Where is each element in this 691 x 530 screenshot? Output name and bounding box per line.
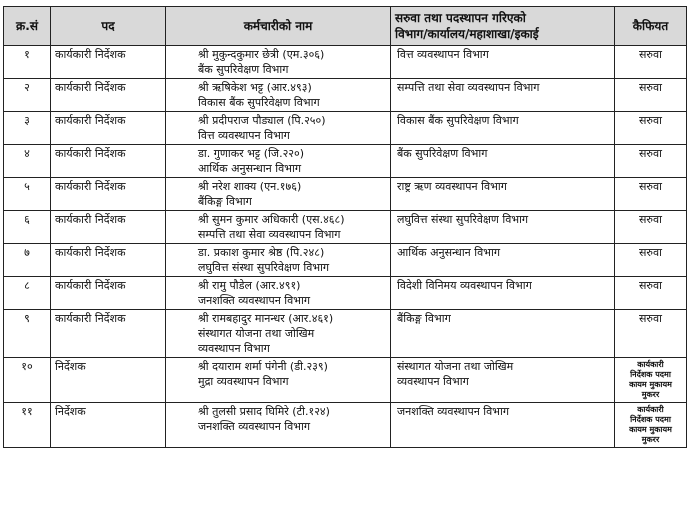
post-cell: कार्यकारी निर्देशक xyxy=(51,145,166,178)
serial-number-cell: २ xyxy=(4,79,51,112)
destination-cell xyxy=(391,178,615,211)
remark-line: सरुवा xyxy=(639,279,662,292)
employee-name-cell xyxy=(166,244,391,277)
remarks-cell xyxy=(615,358,687,403)
table-header-row xyxy=(4,7,687,46)
employee-name-line: श्री तुलसी प्रसाद घिमिरे (टी.१२४) xyxy=(198,405,330,418)
remark-line: कार्यकारी xyxy=(637,360,664,369)
serial-number-cell: ३ xyxy=(4,112,51,145)
remarks-cell xyxy=(615,310,687,358)
remark-line: सरुवा xyxy=(639,114,662,127)
destination-line: बैंक सुपरिवेक्षण विभाग xyxy=(397,147,488,160)
post-cell: कार्यकारी निर्देशक xyxy=(51,310,166,358)
post-cell: कार्यकारी निर्देशक xyxy=(51,277,166,310)
destination-line: जनशक्ति व्यवस्थापन विभाग xyxy=(397,405,510,418)
table-row xyxy=(4,178,687,211)
employee-name-line: लघुवित्त संस्था सुपरिवेक्षण विभाग xyxy=(198,261,330,274)
destination-line: सम्पत्ति तथा सेवा व्यवस्थापन विभाग xyxy=(397,81,540,94)
destination-line: विदेशी विनिमय व्यवस्थापन विभाग xyxy=(397,279,532,292)
table-row xyxy=(4,277,687,310)
destination-cell xyxy=(391,277,615,310)
employee-name-line: श्री रामबहादुर मानन्धर (आर.४६१) xyxy=(198,312,334,325)
header-destination-line1: सरुवा तथा पदस्थापन गरिएको xyxy=(395,11,526,25)
post-cell: निर्देशक xyxy=(51,403,166,448)
post-cell: निर्देशक xyxy=(51,358,166,403)
employee-name-line: श्री दयाराम शर्मा पंगेनी (डी.२३९) xyxy=(198,360,328,373)
post-cell: कार्यकारी निर्देशक xyxy=(51,79,166,112)
employee-name-line: सम्पत्ति तथा सेवा व्यवस्थापन विभाग xyxy=(198,228,341,241)
table-row xyxy=(4,310,687,358)
remark-line: सरुवा xyxy=(639,48,662,61)
employee-name-line: श्री प्रदीपराज पौड्याल (पि.२५०) xyxy=(198,114,326,127)
employee-name-line: श्री रामु पौडेल (आर.४९१) xyxy=(198,279,301,292)
table-row xyxy=(4,211,687,244)
destination-line: वित्त व्यवस्थापन विभाग xyxy=(397,48,489,61)
remarks-cell xyxy=(615,244,687,277)
remarks-cell xyxy=(615,178,687,211)
remark-line: निर्देशक पदमा xyxy=(630,370,671,379)
remark-line: सरुवा xyxy=(639,180,662,193)
table-row xyxy=(4,145,687,178)
destination-line: व्यवस्थापन विभाग xyxy=(397,375,469,388)
employee-name-line: व्यवस्थापन विभाग xyxy=(198,342,270,355)
table-row xyxy=(4,244,687,277)
header-remarks: कैफियत xyxy=(615,7,687,46)
employee-name-line: वित्त व्यवस्थापन विभाग xyxy=(198,129,290,142)
destination-cell xyxy=(391,145,615,178)
post-cell: कार्यकारी निर्देशक xyxy=(51,112,166,145)
remark-line: निर्देशक पदमा xyxy=(630,415,671,424)
destination-cell xyxy=(391,112,615,145)
remarks-cell xyxy=(615,112,687,145)
destination-cell xyxy=(391,79,615,112)
remark-line: सरुवा xyxy=(639,213,662,226)
post-cell: कार्यकारी निर्देशक xyxy=(51,178,166,211)
serial-number-cell: ७ xyxy=(4,244,51,277)
post-cell: कार्यकारी निर्देशक xyxy=(51,46,166,79)
remark-line: सरुवा xyxy=(639,246,662,259)
table-row xyxy=(4,46,687,79)
employee-name-cell xyxy=(166,403,391,448)
transfer-table xyxy=(3,6,687,448)
employee-name-cell xyxy=(166,79,391,112)
employee-name-line: डा. गुणाकर भट्ट (जि.२२०) xyxy=(198,147,305,160)
destination-cell xyxy=(391,244,615,277)
employee-name-cell xyxy=(166,112,391,145)
remark-line: मुकरर xyxy=(641,390,660,399)
employee-name-line: जनशक्ति व्यवस्थापन विभाग xyxy=(198,420,311,433)
table-row xyxy=(4,112,687,145)
serial-number-cell: ४ xyxy=(4,145,51,178)
employee-name-line: संस्थागत योजना तथा जोखिम xyxy=(198,327,315,340)
remark-line: सरुवा xyxy=(639,312,662,325)
remark-line: कायम मुकायम xyxy=(629,425,672,434)
remark-line: कार्यकारी xyxy=(637,405,664,414)
destination-cell xyxy=(391,310,615,358)
header-destination-line2: विभाग/कार्यालय/महाशाखा/इकाई xyxy=(395,27,539,41)
remark-line: सरुवा xyxy=(639,81,662,94)
header-destination xyxy=(391,7,615,46)
serial-number-cell: १ xyxy=(4,46,51,79)
serial-number-cell: ५ xyxy=(4,178,51,211)
post-cell: कार्यकारी निर्देशक xyxy=(51,211,166,244)
remarks-cell xyxy=(615,277,687,310)
serial-number-cell: ९ xyxy=(4,310,51,358)
remarks-cell xyxy=(615,211,687,244)
employee-name-line: डा. प्रकाश कुमार श्रेष्ठ (पि.२४८) xyxy=(198,246,325,259)
table-row xyxy=(4,79,687,112)
destination-cell xyxy=(391,211,615,244)
employee-name-line: बैंकिङ्ग विभाग xyxy=(198,195,252,208)
remark-line: मुकरर xyxy=(641,435,660,444)
remarks-cell xyxy=(615,46,687,79)
employee-name-cell xyxy=(166,358,391,403)
remarks-cell xyxy=(615,403,687,448)
header-serial-number: क्र.सं xyxy=(4,7,51,46)
post-cell: कार्यकारी निर्देशक xyxy=(51,244,166,277)
header-employee-name: कर्मचारीको नाम xyxy=(166,7,391,46)
employee-name-cell xyxy=(166,46,391,79)
destination-line: लघुवित्त संस्था सुपरिवेक्षण विभाग xyxy=(397,213,529,226)
employee-name-line: जनशक्ति व्यवस्थापन विभाग xyxy=(198,294,311,307)
destination-line: राष्ट्र ऋण व्यवस्थापन विभाग xyxy=(397,180,507,193)
table-row xyxy=(4,403,687,448)
employee-name-line: मुद्रा व्यवस्थापन विभाग xyxy=(198,375,289,388)
employee-name-cell xyxy=(166,145,391,178)
serial-number-cell: ११ xyxy=(4,403,51,448)
serial-number-cell: ६ xyxy=(4,211,51,244)
destination-line: आर्थिक अनुसन्धान विभाग xyxy=(397,246,501,259)
destination-cell xyxy=(391,403,615,448)
employee-name-line: विकास बैंक सुपरिवेक्षण विभाग xyxy=(198,96,320,109)
employee-name-line: श्री मुकुन्दकुमार छेत्री (एम.३०६) xyxy=(198,48,325,61)
employee-name-cell xyxy=(166,277,391,310)
destination-cell xyxy=(391,46,615,79)
remarks-cell xyxy=(615,79,687,112)
employee-name-line: श्री सुमन कुमार अधिकारी (एस.४६८) xyxy=(198,213,345,226)
remark-line: कायम मुकायम xyxy=(629,380,672,389)
remark-line: सरुवा xyxy=(639,147,662,160)
remarks-cell xyxy=(615,145,687,178)
employee-name-line: बैंक सुपरिवेक्षण विभाग xyxy=(198,63,289,76)
employee-name-cell xyxy=(166,310,391,358)
employee-name-line: आर्थिक अनुसन्धान विभाग xyxy=(198,162,302,175)
destination-line: विकास बैंक सुपरिवेक्षण विभाग xyxy=(397,114,519,127)
employee-name-cell xyxy=(166,178,391,211)
destination-cell xyxy=(391,358,615,403)
destination-line: संस्थागत योजना तथा जोखिम xyxy=(397,360,514,373)
employee-name-cell xyxy=(166,211,391,244)
table-body xyxy=(4,46,687,448)
serial-number-cell: ८ xyxy=(4,277,51,310)
destination-line: बैंकिङ्ग विभाग xyxy=(397,312,451,325)
employee-name-line: श्री नरेश शाक्य (एन.१७६) xyxy=(198,180,302,193)
transfer-notice-document xyxy=(3,6,686,448)
header-post: पद xyxy=(51,7,166,46)
table-row xyxy=(4,358,687,403)
serial-number-cell: १० xyxy=(4,358,51,403)
employee-name-line: श्री ऋषिकेश भट्ट (आर.४९३) xyxy=(198,81,312,94)
